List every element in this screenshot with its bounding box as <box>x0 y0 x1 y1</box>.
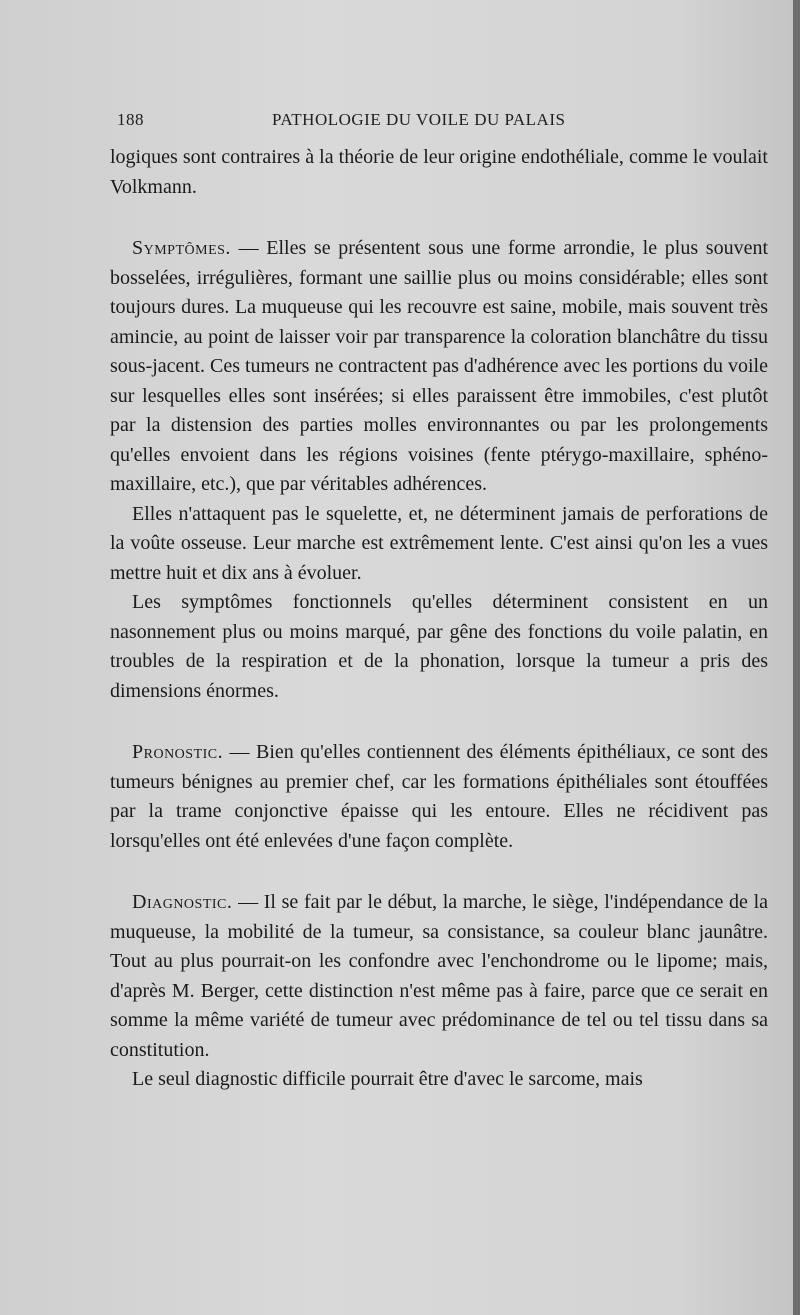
section-text-diagnostic: — Il se fait par le début, la marche, le siège, l'indépendance de la muqueuse, la mobilité de la tumeur, sa consistance, sa couleur blanc jaunâtre. Tout au plus pourrait-on les confondre avec l'enchondrome ou le lipome; mais, d'après M. Berger, cette distinction n'est même pas à faire, parce que ce serait en somme la même variété de tumeur avec prédominance de tel ou tel tissu dans sa constitution. <box>110 891 768 1061</box>
section-heading-diagnostic: Diagnostic. <box>132 891 233 913</box>
running-title: PATHOLOGIE DU VOILE DU PALAIS <box>272 110 566 129</box>
section-heading-pronostic: Pronostic. <box>132 741 224 763</box>
paragraph-evolution: Elles n'attaquent pas le squelette, et, ne déterminent jamais de perforations de la voûte osseuse. Leur marche est extrêmement lente. C'est ainsi qu'on les a vues mettre huit et dix ans à évoluer. <box>110 502 768 584</box>
page-number: 188 <box>117 110 144 129</box>
paragraph-symptomes-fonctionnels: Les symptômes fonctionnels qu'elles déterminent consistent en un nasonnement plus ou moins marqué, par gêne des fonctions du voile palatin, en troubles de la respiration et de la phonation, lorsque la tumeur a pris des dimensions énormes. <box>110 591 768 702</box>
section-text-pronostic: — Bien qu'elles contiennent des éléments épithéliaux, ce sont des tumeurs bénignes au premier chef, car les formations épithéliales sont étouffées par la trame conjonctive épaisse qui les entoure. Elles ne récidivent pas lorsqu'elles ont été enlevées d'une façon complète. <box>110 741 768 852</box>
section-text-symptomes: — Elles se présentent sous une forme arrondie, le plus souvent bosselées, irrégulières, formant une saillie plus ou moins considérable; elles sont toujours dures. La muqueuse qui les recouvre est saine, mobile, mais souvent très amincie, au point de laisser voir par transparence la coloration blanchâtre du tissu sous-jacent. Ces tumeurs ne contractent pas d'adhérence avec les portions du voile sur lesquelles elles sont insérées; si elles paraissent être immobiles, c'est plutôt par la distension des parties molles environnantes ou par les prolongements qu'elles envoient dans les régions voisines (fente ptérygo-maxillaire, sphéno-maxillaire, etc.), que par véritables adhérences. <box>110 237 768 495</box>
page-edge <box>793 0 800 1315</box>
section-symptomes <box>110 234 768 500</box>
body-text <box>110 143 768 1095</box>
section-diagnostic <box>110 888 768 1065</box>
paragraph-diagnostic-sarcome: Le seul diagnostic difficile pourrait être d'avec le sarcome, mais <box>132 1068 643 1090</box>
paragraph-continuation: logiques sont contraires à la théorie de leur origine endothéliale, comme le voulait Volkmann. <box>110 146 768 198</box>
section-pronostic <box>110 738 768 856</box>
section-heading-symptomes: Symptômes. <box>132 237 231 259</box>
